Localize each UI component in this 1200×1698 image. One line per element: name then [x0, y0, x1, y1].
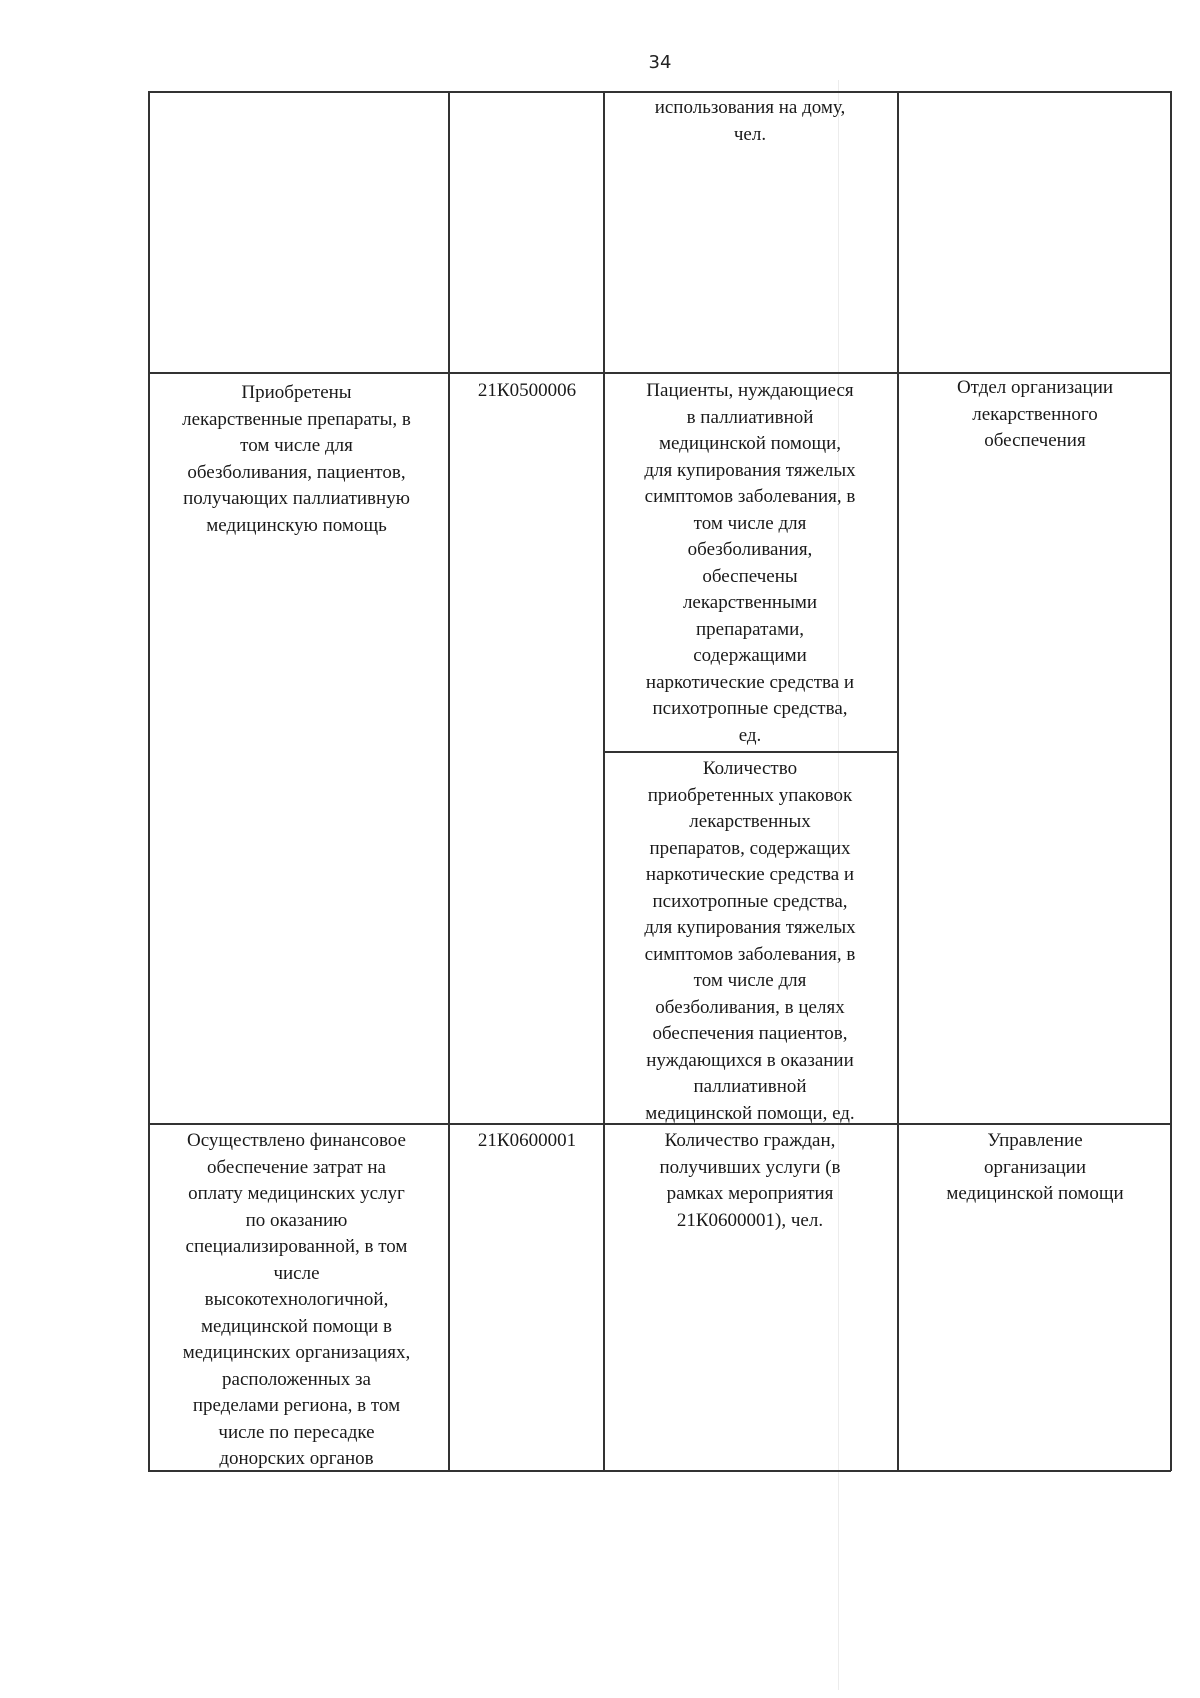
row3-indicator-text: Количество граждан, получивших услуги (в рамках мероприятия 21К0600001), чел.: [659, 1130, 841, 1231]
row3-result-text: Осуществлено финансовое обеспечение затрат на оплату медицинских услуг по оказанию специализированной, в том числе высокотехнологичной, медицинской помощи в медицинских организациях, расположенных за пределами региона, в том числе по пересадке донорских органов: [182, 1130, 411, 1469]
table-border-right: [1170, 91, 1172, 1471]
row2-result-text: Приобретены лекарственные препараты, в том числе для обезболивания, пациентов, получающих паллиативную медицинскую помощь: [182, 382, 411, 536]
column-divider-3: [897, 91, 899, 1471]
table-border-left: [148, 91, 150, 1471]
row2-indicator-1-text: Пациенты, нуждающиеся в паллиативной медицинской помощи, для купирования тяжелых симптомов заболевания, в том числе для обезболивания, обеспечены лекарственными препаратами, содержащими наркотические средства и психотропные средства, ед.: [644, 380, 856, 746]
page-number: 34: [648, 52, 672, 73]
column-divider-2: [603, 91, 605, 1471]
row3-responsible-text: Управление организации медицинской помощи: [946, 1130, 1124, 1204]
table-border-top: [148, 91, 1171, 93]
column-divider-1: [448, 91, 450, 1471]
indicator-divider: [603, 751, 898, 753]
row2-code: 21К0500006: [477, 380, 577, 401]
row2-indicator-2-text: Количество приобретенных упаковок лекарственных препаратов, содержащих наркотические средства и психотропные средства, для купирования тяжелых симптомов заболевания, в том числе для обезболивания, в целях обеспечения пациентов, нуждающихся в оказании паллиативной медицинской помощи, ед.: [644, 758, 856, 1124]
row3-code: 21К0600001: [477, 1130, 577, 1151]
row1-indicator-text: использования на дому, чел.: [654, 97, 846, 145]
indicators-table: [148, 91, 1171, 1471]
row2-responsible-text: Отдел организации лекарственного обеспечения: [956, 377, 1114, 451]
row-divider-1: [148, 372, 1171, 374]
